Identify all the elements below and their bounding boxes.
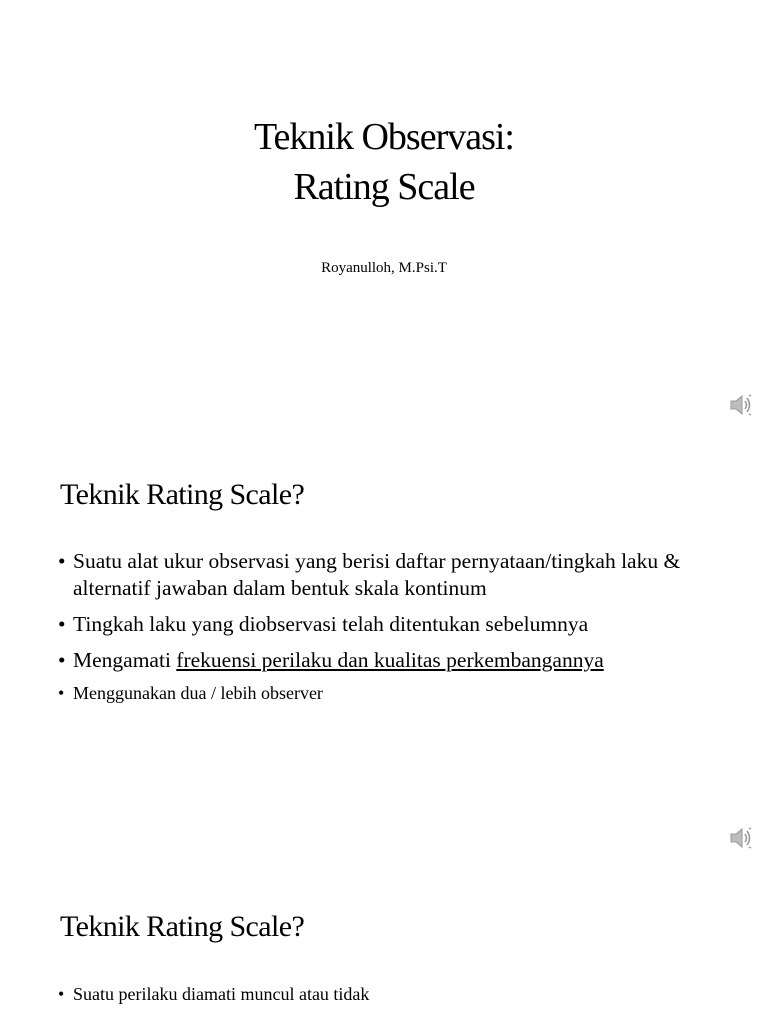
bullet-item	[58, 647, 698, 674]
title-line-1: Teknik Observasi:	[253, 116, 514, 158]
content-slide-2	[0, 866, 768, 1024]
bullet-item: • Tingkah laku yang diobservasi telah ditentukan sebelumnya	[58, 611, 698, 638]
slide-title: Teknik Rating Scale?	[60, 910, 305, 943]
author-name: Royanulloh, M.Psi.T	[321, 260, 447, 276]
title-slide	[0, 0, 768, 433]
bullet-item: • Menggunakan dua / lebih observer	[58, 681, 698, 705]
slide-title: Teknik Rating Scale?	[60, 478, 305, 511]
highlighted-text: frekuensi perilaku dan kualitas perkembangannya	[176, 648, 604, 672]
bullet-list	[58, 982, 698, 1015]
bullet-list	[58, 548, 698, 714]
content-slide-1	[0, 433, 768, 866]
bullet-text: Mengamati	[73, 648, 177, 672]
title-line-2: Rating Scale	[293, 166, 475, 208]
presentation-title	[0, 112, 768, 212]
bullet-item: • Suatu alat ukur observasi yang berisi daftar pernyataan/tingkah laku & alternatif jawaban dalam bentuk skala kontinum	[58, 548, 698, 602]
speaker-icon[interactable]	[728, 392, 754, 418]
speaker-icon[interactable]	[728, 825, 754, 851]
bullet-item: • Suatu perilaku diamati muncul atau tidak	[58, 982, 698, 1006]
